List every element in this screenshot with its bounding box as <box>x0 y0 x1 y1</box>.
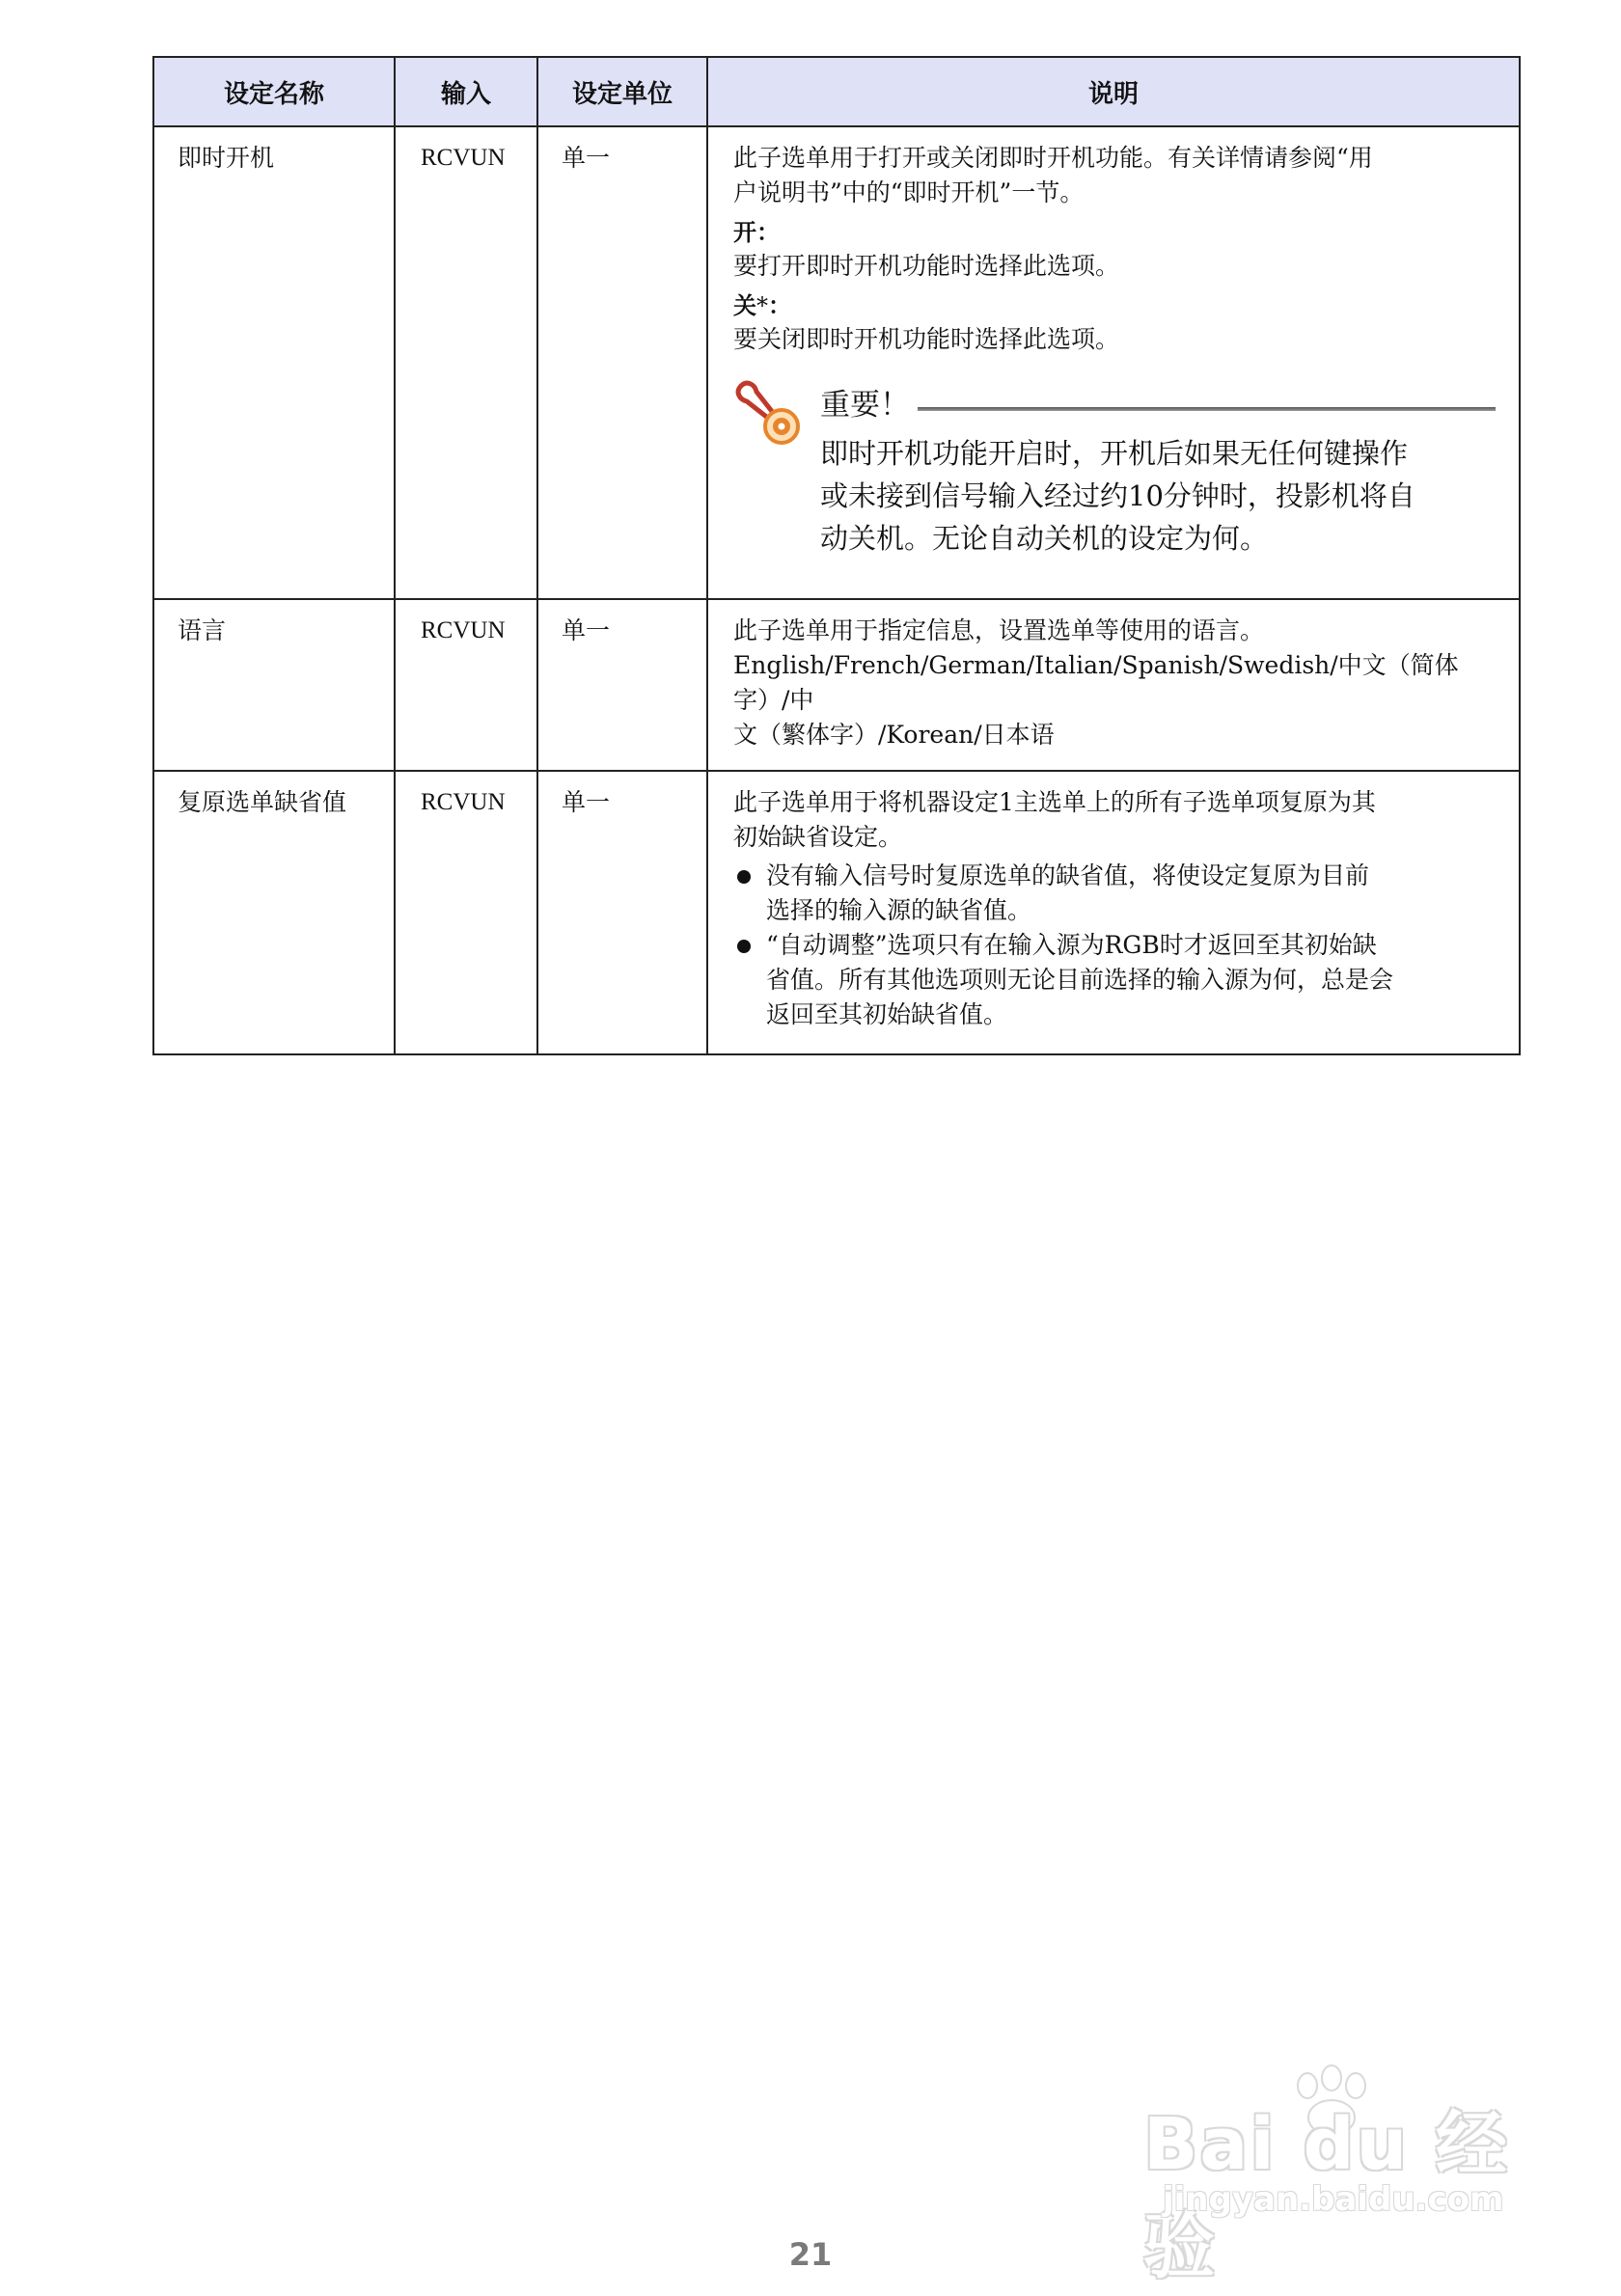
important-heading <box>820 378 1496 432</box>
page-number: 21 <box>788 2236 833 2273</box>
bullet-line: 省值。所有其他选项则无论目前选择的输入源为何，总是会 <box>766 966 1394 994</box>
header-row <box>153 57 1520 126</box>
watermark-url: jingyan.baidu.com <box>1163 2180 1504 2219</box>
description-line: 此子选单用于将机器设定1主选单上的所有子选单项复原为其 <box>733 788 1376 816</box>
list-item <box>733 928 1496 1032</box>
list-item <box>733 859 1496 928</box>
input-value: RCVUN <box>395 599 537 771</box>
bullet-line: “自动调整”选项只有在输入源为RGB时才返回至其初始缺 <box>766 931 1377 959</box>
header-setting-unit: 设定单位 <box>537 57 707 126</box>
setting-name: 即时开机 <box>153 126 395 599</box>
settings-table <box>152 56 1521 1055</box>
header-input: 输入 <box>395 57 537 126</box>
important-note <box>733 378 1496 561</box>
description-cell <box>707 771 1520 1054</box>
header-description: 说明 <box>707 57 1520 126</box>
important-pin-icon <box>733 378 809 448</box>
option-label <box>733 289 1496 322</box>
setting-unit: 单一 <box>537 126 707 599</box>
setting-name: 语言 <box>153 599 395 771</box>
watermark-logo: Bai du 经验 <box>1143 2103 1509 2288</box>
bullet-line: 没有输入信号时复原选单的缺省值，将使设定复原为目前 <box>766 861 1370 889</box>
option-label-text: 关 <box>733 292 756 319</box>
default-marker: * <box>756 292 768 319</box>
setting-name: 复原选单缺省值 <box>153 771 395 1054</box>
divider-line <box>918 407 1496 411</box>
description-line: 此子选单用于打开或关闭即时开机功能。有关详情请参阅“用 <box>733 144 1373 172</box>
input-value: RCVUN <box>395 126 537 599</box>
important-line: 动关机。无论自动关机的设定为何。 <box>820 522 1269 555</box>
language-list-line: 文（繁体字）/Korean/日本语 <box>733 721 1055 749</box>
description-cell <box>707 599 1520 771</box>
option-text: 要打开即时开机功能时选择此选项。 <box>733 252 1120 280</box>
setting-unit: 单一 <box>537 599 707 771</box>
bullet-list <box>733 859 1496 1032</box>
description-line: 户说明书”中的“即时开机”一节。 <box>733 178 1085 206</box>
language-list-line: English/French/German/Italian/Spanish/Swedish/中文（简体字）/中 <box>733 651 1459 714</box>
description-line: 此子选单用于指定信息，设置选单等使用的语言。 <box>733 616 1265 644</box>
bullet-line: 返回至其初始缺省值。 <box>766 1000 1008 1028</box>
setting-unit: 单一 <box>537 771 707 1054</box>
option-text: 要关闭即时开机功能时选择此选项。 <box>733 325 1120 353</box>
description-line: 初始缺省设定。 <box>733 823 903 851</box>
option-label-suffix: ： <box>756 219 780 246</box>
option-label-suffix: ： <box>768 292 791 319</box>
baidu-watermark <box>1134 2064 1539 2288</box>
option-label <box>733 216 1496 249</box>
option-label-text: 开 <box>733 219 756 246</box>
bullet-line: 选择的输入源的缺省值。 <box>766 896 1032 924</box>
description-cell <box>707 126 1520 599</box>
table-row <box>153 126 1520 599</box>
important-line: 即时开机功能开启时，开机后如果无任何键操作 <box>820 437 1409 470</box>
table-row <box>153 771 1520 1054</box>
important-line: 或未接到信号输入经过约10分钟时，投影机将自 <box>820 479 1415 512</box>
header-setting-name: 设定名称 <box>153 57 395 126</box>
input-value: RCVUN <box>395 771 537 1054</box>
table-row <box>153 599 1520 771</box>
important-title: 重要！ <box>820 388 910 423</box>
